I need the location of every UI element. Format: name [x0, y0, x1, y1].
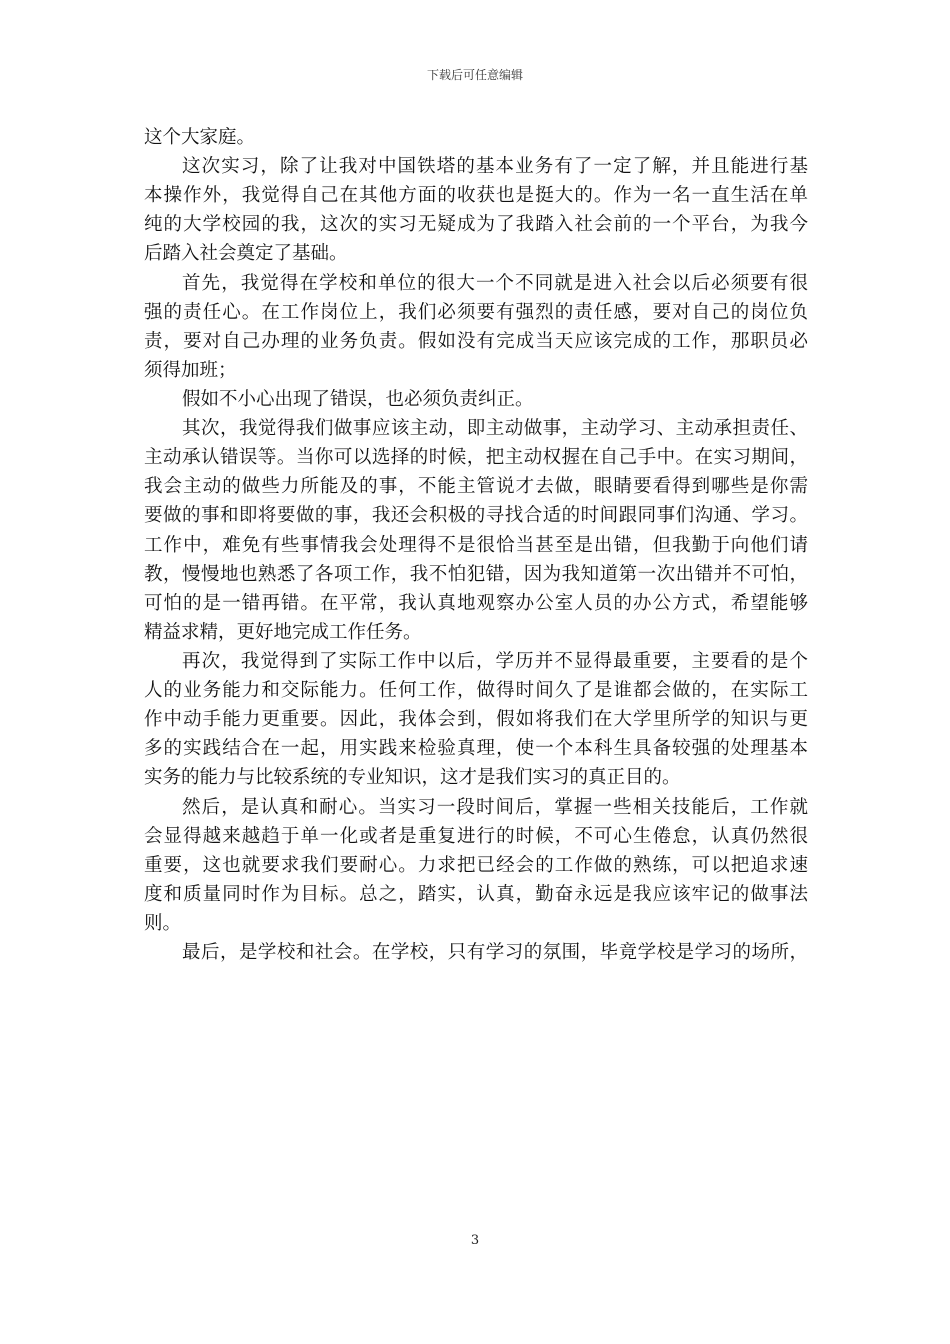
text-line: 须得加班；	[144, 359, 237, 381]
text-line: 则。	[144, 912, 182, 934]
paragraph	[144, 269, 808, 385]
text-line: 重要，这也就要求我们要耐心。力求把已经会的工作做的熟练，可以把追求速	[144, 854, 808, 876]
text-line: 强的责任心。在工作岗位上，我们必须要有强烈的责任感，要对自己的岗位负	[144, 301, 808, 323]
page-header: 下载后可任意编辑	[426, 68, 523, 82]
text-line: 然后，是认真和耐心。当实习一段时间后，掌握一些相关技能后，工作就	[182, 796, 808, 818]
paragraph	[144, 938, 808, 967]
text-line: 主动承认错误等。当你可以选择的时候，把主动权握在自己手中。在实习期间，	[144, 447, 808, 469]
paragraph	[144, 123, 808, 152]
text-line: 教，慢慢地也熟悉了各项工作，我不怕犯错，因为我知道第一次出错并不可怕，	[144, 563, 808, 585]
text-line: 可怕的是一错再错。在平常，我认真地观察办公室人员的办公方式，希望能够	[144, 592, 808, 614]
text-line: 其次，我觉得我们做事应该主动，即主动做事，主动学习、主动承担责任、	[182, 418, 808, 440]
text-line: 人的业务能力和交际能力。任何工作，做得时间久了是谁都会做的，在实际工	[144, 680, 808, 702]
text-line: 本操作外，我觉得自己在其他方面的收获也是挺大的。作为一名一直生活在单	[144, 185, 808, 207]
text-line: 度和质量同时作为目标。总之，踏实，认真，勤奋永远是我应该牢记的做事法	[144, 883, 808, 905]
text-line: 精益求精，更好地完成工作任务。	[144, 621, 422, 643]
text-line: 实务的能力与比较系统的专业知识，这才是我们实习的真正目的。	[144, 767, 681, 789]
text-line: 我会主动的做些力所能及的事，不能主管说才去做，眼睛要看得到哪些是你需	[144, 476, 808, 498]
text-line: 责，要对自己办理的业务负责。假如没有完成当天应该完成的工作，那职员必	[144, 330, 808, 352]
text-line: 要做的事和即将要做的事，我还会积极的寻找合适的时间跟同事们沟通、学习。	[144, 505, 808, 527]
text-line: 这次实习，除了让我对中国铁塔的基本业务有了一定了解，并且能进行基	[182, 156, 808, 178]
text-line: 最后，是学校和社会。在学校，只有学习的氛围，毕竟学校是学习的场所，	[182, 942, 808, 964]
text-line: 作中动手能力更重要。因此，我体会到，假如将我们在大学里所学的知识与更	[144, 709, 808, 731]
text-line: 首先，我觉得在学校和单位的很大一个不同就是进入社会以后必须要有很	[182, 272, 808, 294]
text-line: 假如不小心出现了错误，也必须负责纠正。	[182, 388, 534, 410]
paragraph	[144, 647, 808, 793]
paragraph	[144, 152, 808, 268]
text-line: 工作中，难免有些事情我会处理得不是很恰当甚至是出错，但我勤于向他们请	[144, 534, 808, 556]
text-line: 会显得越来越趋于单一化或者是重复进行的时候，不可心生倦怠，认真仍然很	[144, 825, 808, 847]
paragraph	[144, 793, 808, 939]
text-line: 纯的大学校园的我，这次的实习无疑成为了我踏入社会前的一个平台，为我今	[144, 214, 808, 236]
paragraph	[144, 414, 808, 647]
text-line: 再次，我觉得到了实际工作中以后，学历并不显得最重要，主要看的是个	[182, 650, 808, 672]
document-body	[144, 123, 808, 967]
paragraph	[144, 385, 808, 414]
text-line: 多的实践结合在一起，用实践来检验真理，使一个本科生具备较强的处理基本	[144, 738, 808, 760]
page-number: 3	[470, 1233, 480, 1248]
text-line: 这个大家庭。	[144, 127, 256, 148]
text-line: 后踏入社会奠定了基础。	[144, 243, 348, 265]
